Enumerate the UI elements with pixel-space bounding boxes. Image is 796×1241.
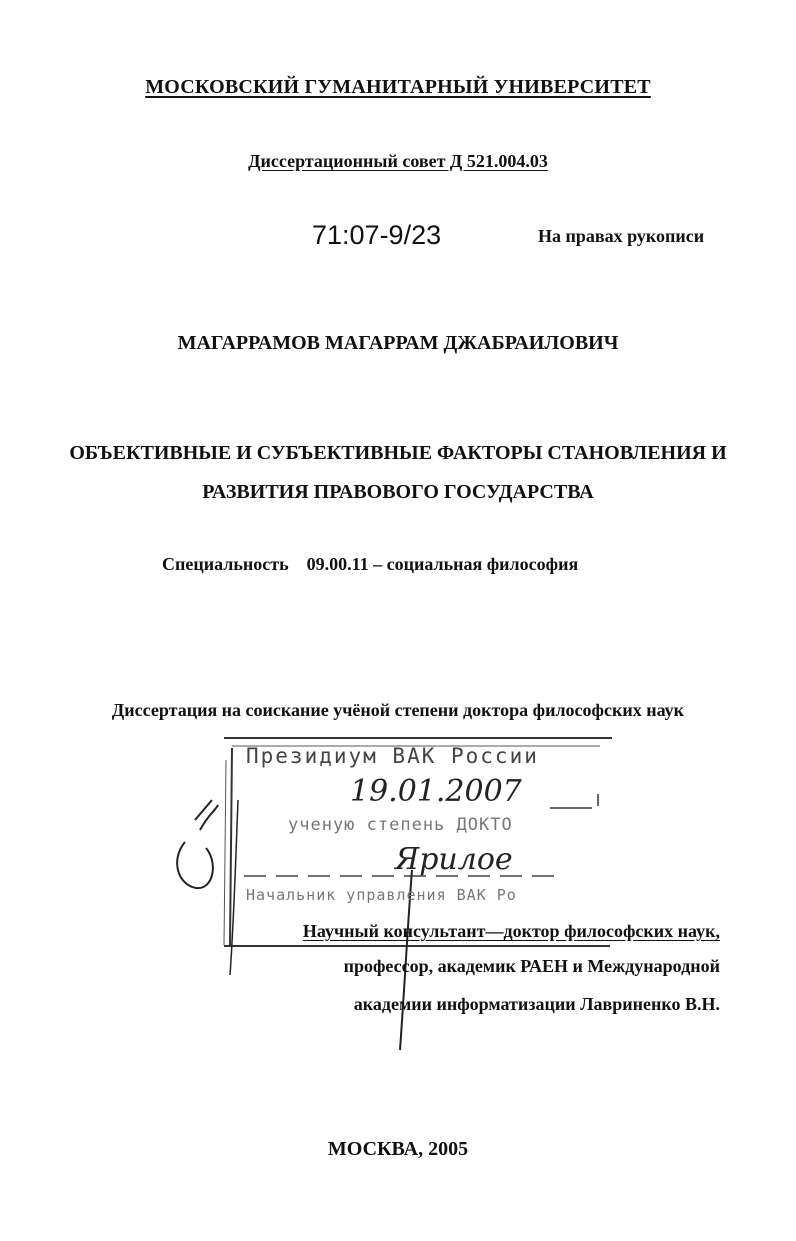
dissertation-title-line-1: ОБЪЕКТИВНЫЕ И СУБЪЕКТИВНЫЕ ФАКТОРЫ СТАНОВЛЕНИЯ И — [69, 442, 727, 464]
consultant-line-1: Научный консультант—доктор философских наук, — [302, 921, 720, 941]
stamp-organization: Президиум ВАК России — [246, 744, 539, 768]
university-name: МОСКОВСКИЙ ГУМАНИТАРНЫЙ УНИВЕРСИТЕТ — [145, 76, 651, 98]
dissertation-council: Диссертационный совет Д 521.004.03 — [248, 151, 548, 171]
specialty: Специальность 09.00.11 – социальная философия — [162, 554, 579, 574]
stamp-degree-line: ученую степень ДОКТО — [288, 815, 513, 835]
consultant-line-3: академии информатизации Лавриненко В.Н. — [353, 994, 720, 1014]
manuscript-rights: На правах рукописи — [538, 226, 705, 246]
stamp-signature: Ярилое — [395, 842, 513, 877]
stamp-official-line: Начальник управления ВАК Ро — [246, 886, 517, 904]
author-name: МАГАРРАМОВ МАГАРРАМ ДЖАБРАИЛОВИЧ — [177, 332, 619, 354]
catalog-code: 71:07-9/23 — [312, 220, 442, 250]
dissertation-title-line-2: РАЗВИТИЯ ПРАВОВОГО ГОСУДАРСТВА — [202, 481, 594, 503]
consultant-line-2: профессор, академик РАЕН и Международной — [343, 956, 720, 976]
city-year: МОСКВА, 2005 — [327, 1138, 469, 1160]
degree-statement: Диссертация на соискание учёной степени доктора философских наук — [111, 700, 685, 720]
stamp-date: 19.01.2007 — [350, 774, 522, 809]
